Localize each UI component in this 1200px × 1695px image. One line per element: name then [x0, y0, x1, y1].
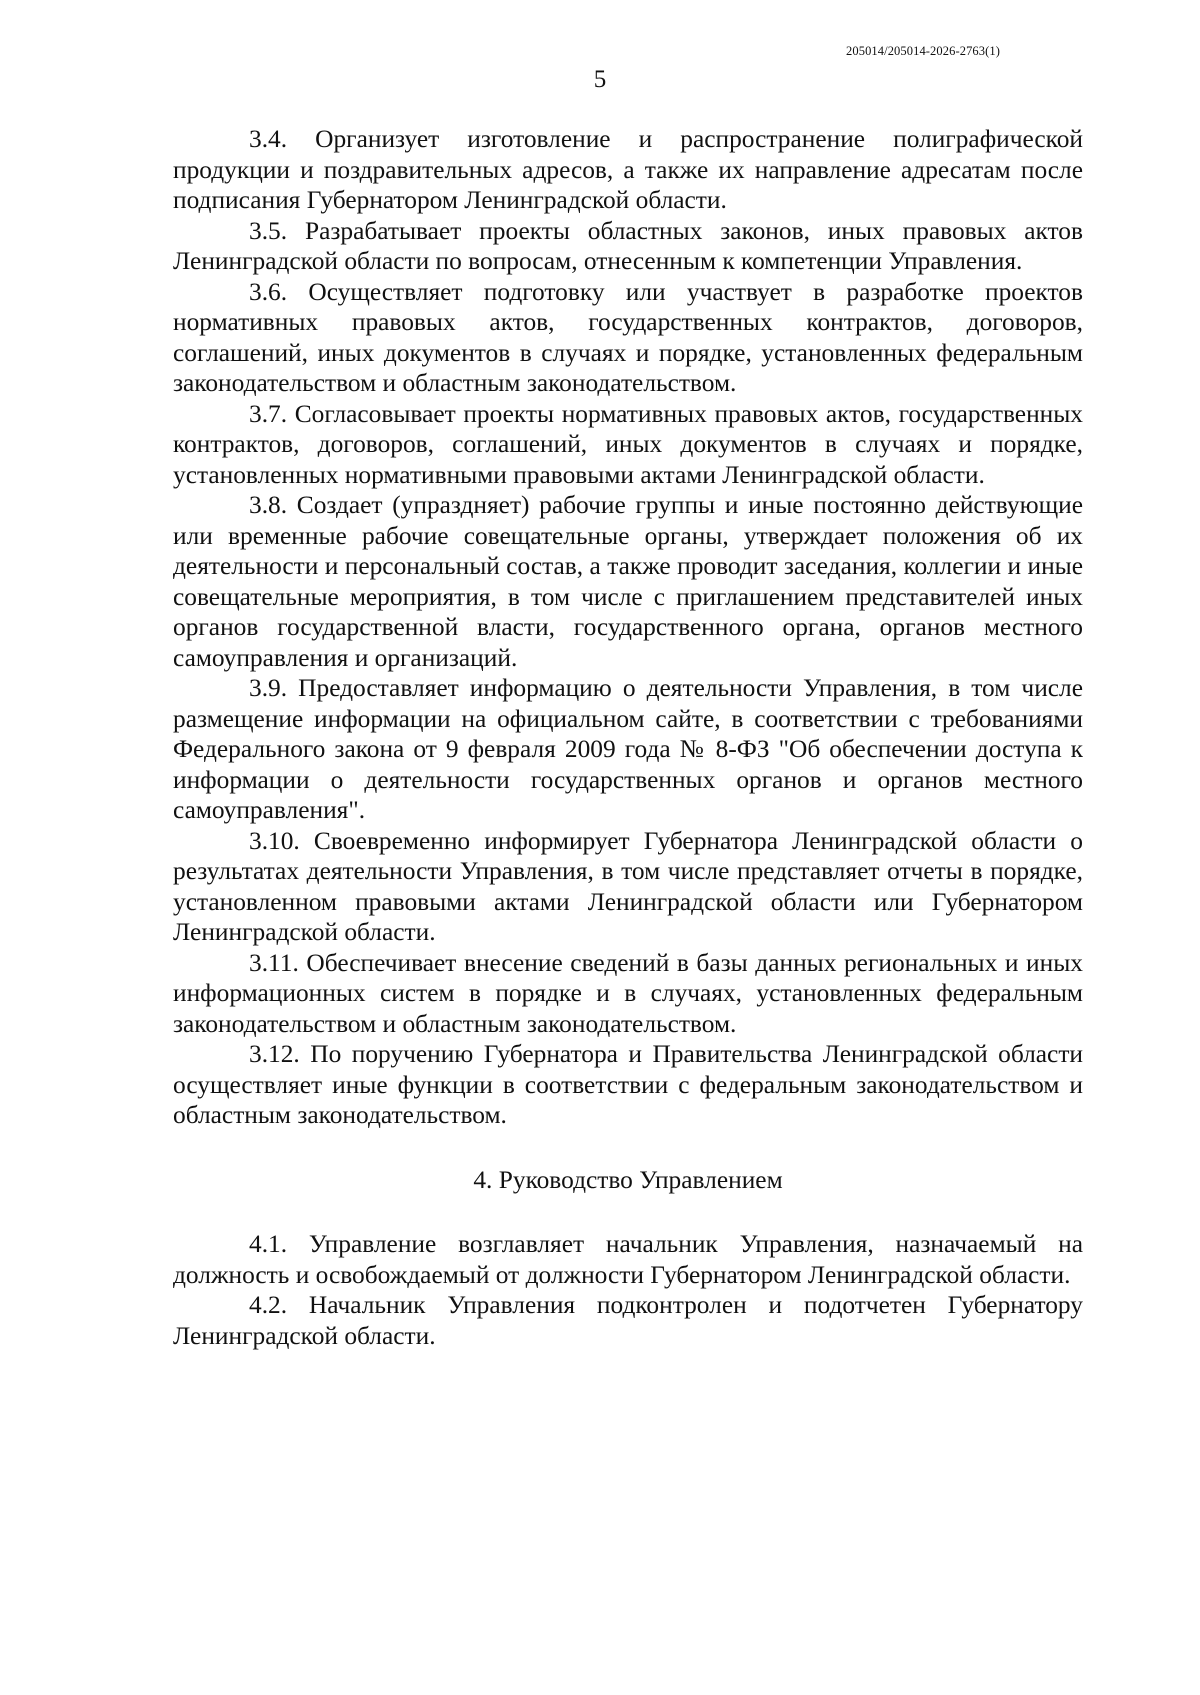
paragraph-3-10: 3.10. Своевременно информирует Губернатора Ленинградской области о результатах деятельности Управления, в том числе представляет отчеты в порядке, установленном правовыми актами Ленинградской области или Губернатором Ленинградской области.: [173, 826, 1083, 946]
page-number: 5: [593, 66, 607, 93]
paragraph-3-9: 3.9. Предоставляет информацию о деятельности Управления, в том числе размещение информации на официальном сайте, в соответствии с требованиями Федерального закона от 9 февраля 2009 года № 8-ФЗ "Об обеспечении доступа к информации о деятельности государственных органов и органов местного самоуправления".: [173, 674, 1083, 824]
paragraph-3-5: 3.5. Разрабатывает проекты областных законов, иных правовых актов Ленинградской области по вопросам, отнесенным к компетенции Управления.: [173, 216, 1083, 275]
section-4-heading: 4. Руководство Управлением: [473, 1165, 783, 1194]
paragraph-3-7: 3.7. Согласовывает проекты нормативных правовых актов, государственных контрактов, договоров, соглашений, иных документов в случаях и порядке, установленных нормативными правовыми актами Ленинградской области.: [173, 399, 1083, 489]
paragraph-3-11: 3.11. Обеспечивает внесение сведений в базы данных региональных и иных информационных систем в порядке и в случаях, установленных федеральным законодательством и областным законодательством.: [173, 948, 1083, 1038]
paragraph-3-12: 3.12. По поручению Губернатора и Правительства Ленинградской области осуществляет иные функции в соответствии с федеральным законодательством и областным законодательством.: [173, 1040, 1083, 1129]
document-body: [173, 124, 1083, 1351]
paragraph-3-4: 3.4. Организует изготовление и распространение полиграфической продукции и поздравительных адресов, а также их направление адресатам после подписания Губернатором Ленинградской области.: [173, 125, 1083, 214]
paragraph-4-2: 4.2. Начальник Управления подконтролен и подотчетен Губернатору Ленинградской области.: [173, 1291, 1083, 1350]
document-id: 205014/205014-2026-2763(1): [846, 44, 1000, 58]
paragraph-3-6: 3.6. Осуществляет подготовку или участвует в разработке проектов нормативных правовых актов, государственных контрактов, договоров, соглашений, иных документов в случаях и порядке, установленных федеральным законодательством и областным законодательством.: [173, 277, 1083, 397]
paragraph-3-8: 3.8. Создает (упраздняет) рабочие группы и иные постоянно действующие или временные рабочие совещательные органы, утверждает положения об их деятельности и персональный состав, а также проводит заседания, коллегии и иные совещательные мероприятия, в том числе с приглашением представителей иных органов государственной власти, государственного органа, органов местного самоуправления и организаций.: [173, 491, 1083, 672]
paragraph-4-1: 4.1. Управление возглавляет начальник Управления, назначаемый на должность и освобождаемый от должности Губернатором Ленинградской области.: [173, 1230, 1083, 1289]
